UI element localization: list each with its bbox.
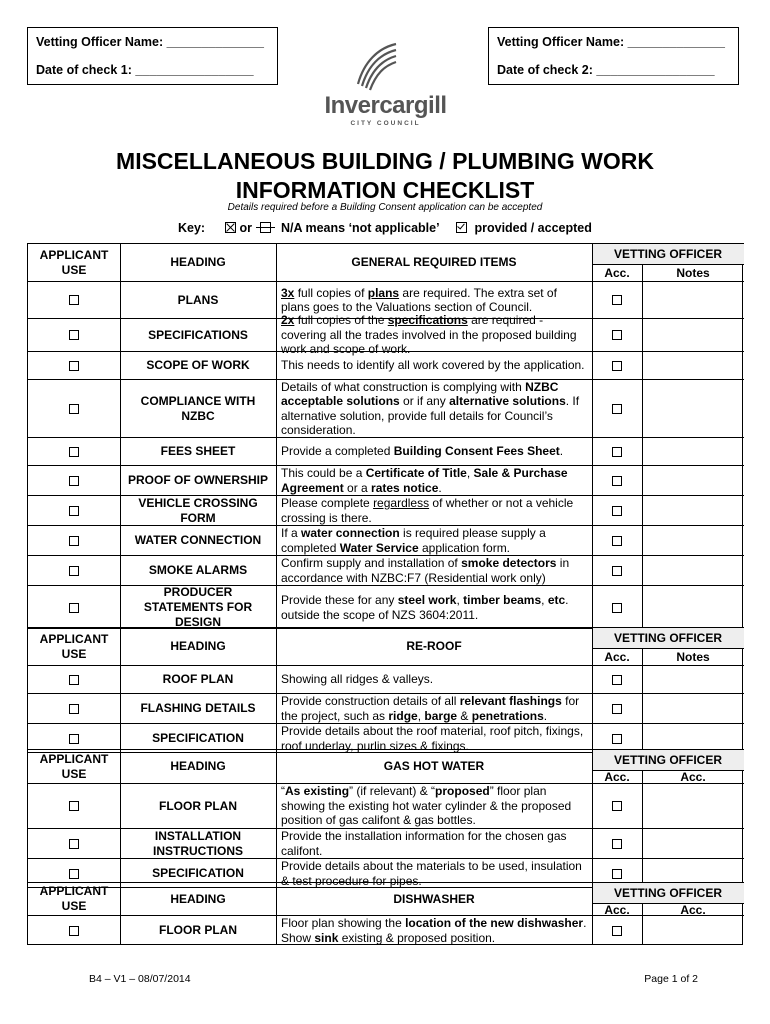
- acc-header: Acc.: [604, 902, 630, 917]
- heading-label: HEADING: [170, 759, 226, 773]
- row-requirement: [276, 380, 592, 437]
- applicant-use-header: [28, 628, 120, 665]
- row-heading: WATER CONNECTION: [134, 533, 262, 547]
- key-label: Key:: [178, 221, 206, 235]
- applicant-checkbox[interactable]: [69, 295, 79, 305]
- applicant-checkbox[interactable]: [69, 734, 79, 744]
- row-heading: COMPLIANCE WITH NZBC: [140, 393, 256, 423]
- applicant-checkbox[interactable]: [69, 506, 79, 516]
- footer-version: B4 – V1 – 08/07/2014: [89, 973, 191, 985]
- row-heading: SCOPE OF WORK: [146, 358, 250, 372]
- vetting-officer-header: VETTING OFFICER: [614, 886, 722, 900]
- applicant-checkbox-cell: [28, 586, 120, 629]
- row-heading: FEES SHEET: [160, 444, 236, 458]
- acc-checkbox[interactable]: [612, 869, 622, 879]
- section-header-row: [28, 627, 744, 665]
- page-title-line-1: MISCELLANEOUS BUILDING / PLUMBING WORK: [116, 148, 654, 174]
- applicant-checkbox[interactable]: [69, 926, 79, 936]
- applicant-checkbox-cell: [28, 380, 120, 437]
- applicant-checkbox-cell: [28, 694, 120, 723]
- applicant-checkbox[interactable]: [69, 566, 79, 576]
- section-title-text: GENERAL REQUIRED ITEMS: [351, 255, 517, 269]
- acc-checkbox[interactable]: [612, 447, 622, 457]
- checklist-section: [27, 243, 743, 629]
- vetting-officer-name-field-2[interactable]: Vetting Officer Name: ______________: [497, 35, 725, 49]
- row-requirement-text: This could be a Certificate of Title, Sale & Purchase Agreement or a rates notice.: [281, 466, 568, 495]
- row-heading: FLOOR PLAN: [159, 798, 237, 813]
- row-requirement-text: “As existing” (if relevant) & “proposed” floor plan showing the existing hot water cylinder & the proposed position of gas califont & gas bottles.: [281, 784, 572, 828]
- row-requirement: [276, 586, 592, 629]
- vetting-box-2: [488, 27, 739, 85]
- heading-label: HEADING: [170, 891, 226, 906]
- vetting-officer-header: VETTING OFFICER: [614, 631, 722, 645]
- key-or: or: [239, 221, 252, 235]
- applicant-use-header: [28, 750, 120, 783]
- row-requirement-text: This needs to identify all work covered by the application.: [281, 358, 585, 373]
- applicant-checkbox[interactable]: [69, 839, 79, 849]
- applicant-checkbox-cell: [28, 496, 120, 525]
- acc-checkbox-cell: [592, 694, 642, 723]
- row-heading: SPECIFICATION: [152, 731, 244, 745]
- applicant-checkbox[interactable]: [69, 361, 79, 371]
- acc-checkbox-cell: [592, 352, 642, 379]
- heading-header: [120, 628, 276, 665]
- acc-checkbox-cell: [592, 496, 642, 525]
- acc-checkbox[interactable]: [612, 404, 622, 414]
- applicant-checkbox-cell: [28, 438, 120, 465]
- applicant-checkbox-cell: [28, 666, 120, 693]
- row-heading: SMOKE ALARMS: [148, 563, 248, 577]
- applicant-checkbox-cell: [28, 319, 120, 351]
- logo-subtitle: CITY COUNCIL: [350, 120, 421, 127]
- acc-header: Acc.: [604, 770, 630, 784]
- notes-header: Notes: [676, 650, 710, 664]
- applicant-checkbox[interactable]: [69, 704, 79, 714]
- key-provided: [456, 221, 592, 235]
- row-requirement-text: Provide these for any steel work, timber beams, etc. outside the scope of NZS 3604:2011.: [281, 593, 569, 622]
- acc-checkbox-cell: [592, 666, 642, 693]
- crossed-box-icon: [225, 222, 236, 233]
- applicant-checkbox-cell: [28, 526, 120, 555]
- applicant-use-label: APPLICANT USE: [39, 884, 109, 913]
- applicant-checkbox-cell: [28, 784, 120, 828]
- checklist-row: [28, 585, 744, 629]
- page-title-line-2: INFORMATION CHECKLIST: [235, 177, 535, 203]
- row-requirement-text: Confirm supply and installation of smoke detectors in accordance with NZBC:F7 (Residential work only): [281, 556, 570, 585]
- applicant-checkbox-cell: [28, 466, 120, 495]
- row-heading: PRODUCER STATEMENTS FOR DESIGN: [143, 585, 253, 629]
- row-heading: ROOF PLAN: [162, 672, 234, 686]
- row-requirement: [276, 829, 592, 858]
- applicant-checkbox[interactable]: [69, 675, 79, 685]
- checklist-row: [28, 437, 744, 465]
- dashed-box-icon: [260, 222, 271, 233]
- row-requirement-text: Provide details about the materials to be used, insulation & test procedure for pipes.: [281, 859, 582, 888]
- date-of-check-1-field[interactable]: Date of check 1: _________________: [36, 63, 254, 77]
- vetting-officer-header: VETTING OFFICER: [614, 753, 722, 767]
- acc-checkbox-cell: [592, 282, 642, 318]
- applicant-checkbox[interactable]: [69, 536, 79, 546]
- acc-checkbox[interactable]: [612, 361, 622, 371]
- applicant-checkbox-cell: [28, 916, 120, 945]
- date-of-check-2-field[interactable]: Date of check 2: _________________: [497, 63, 715, 77]
- heading-label: HEADING: [170, 255, 226, 269]
- applicant-checkbox[interactable]: [69, 330, 79, 340]
- applicant-checkbox-cell: [28, 352, 120, 379]
- applicant-use-label: APPLICANT USE: [39, 631, 109, 661]
- row-heading: SPECIFICATION: [152, 866, 244, 880]
- section-header-row: [28, 882, 744, 915]
- notes-header: Acc.: [680, 770, 706, 784]
- checklist-row: [28, 379, 744, 437]
- checklist-row: [28, 665, 744, 693]
- row-requirement: [276, 556, 592, 585]
- acc-checkbox-cell: [592, 586, 642, 629]
- section-title: [276, 750, 592, 783]
- acc-checkbox[interactable]: [612, 704, 622, 714]
- section-title-text: DISHWASHER: [393, 891, 475, 906]
- page-subtitle: Details required before a Building Consent application can be accepted: [227, 202, 543, 213]
- acc-checkbox-cell: [592, 556, 642, 585]
- applicant-use-label: APPLICANT USE: [39, 247, 109, 277]
- applicant-checkbox-cell: [28, 829, 120, 858]
- row-heading: FLASHING DETAILS: [140, 701, 256, 715]
- acc-checkbox[interactable]: [612, 839, 622, 849]
- acc-checkbox[interactable]: [612, 926, 622, 936]
- acc-checkbox-cell: [592, 380, 642, 437]
- logo-name: Invercargill: [324, 92, 447, 119]
- section-title: [276, 244, 592, 281]
- row-requirement-text: 3x full copies of plans are required. The extra set of plans goes to the Valuations section of Council.: [281, 285, 557, 314]
- row-requirement: [276, 438, 592, 465]
- footer-page-number: Page 1 of 2: [644, 973, 698, 985]
- checklist-row: [28, 495, 744, 525]
- acc-checkbox[interactable]: [612, 295, 622, 305]
- acc-checkbox[interactable]: [612, 603, 622, 613]
- checklist-row: [28, 783, 744, 828]
- checklist-row: [28, 465, 744, 495]
- applicant-checkbox[interactable]: [69, 603, 79, 613]
- key-not-applicable: [225, 221, 440, 235]
- row-requirement: [276, 526, 592, 555]
- row-heading: SPECIFICATIONS: [148, 327, 248, 342]
- applicant-checkbox[interactable]: [69, 476, 79, 486]
- checklist-row: [28, 915, 744, 945]
- row-requirement-text: Showing all ridges & valleys.: [281, 672, 434, 687]
- row-requirement: [276, 694, 592, 723]
- row-requirement: [276, 352, 592, 379]
- applicant-use-header: [28, 883, 120, 915]
- applicant-checkbox[interactable]: [69, 447, 79, 457]
- acc-checkbox-cell: [592, 438, 642, 465]
- vetting-officer-header: VETTING OFFICER: [614, 247, 722, 261]
- acc-checkbox-cell: [592, 829, 642, 858]
- section-title: [276, 628, 592, 665]
- acc-checkbox-cell: [592, 319, 642, 351]
- applicant-use-header: [28, 244, 120, 281]
- applicant-checkbox-cell: [28, 282, 120, 318]
- acc-header: Acc.: [604, 266, 630, 280]
- acc-checkbox-cell: [592, 784, 642, 828]
- checklist-row: [28, 828, 744, 858]
- row-requirement: [276, 784, 592, 828]
- row-requirement-text: Provide details about the roof material, roof pitch, fixings, roof underlay, purlin sizes & fixings.: [281, 724, 584, 753]
- council-logo: [318, 40, 453, 136]
- row-requirement-text: 2x full copies of the specifications are required - covering all the trades involved in the proposed building work and scope of work.: [281, 313, 577, 357]
- heading-label: HEADING: [170, 639, 226, 653]
- section-header-row: [28, 749, 744, 783]
- heading-header: [120, 883, 276, 915]
- row-requirement: [276, 916, 592, 945]
- council-logo-mark: [350, 40, 402, 92]
- row-requirement-text: Details of what construction is complying with NZBC acceptable solutions or if any alternative solutions. If alternative solution, provide full details for Council’s consideration.: [281, 379, 580, 437]
- acc-header: Acc.: [604, 650, 630, 664]
- acc-checkbox-cell: [592, 526, 642, 555]
- checklist-row: [28, 693, 744, 723]
- checklist-section: [27, 882, 743, 945]
- heading-header: [120, 244, 276, 281]
- section-header-row: [28, 243, 744, 281]
- key-provided-text: provided / accepted: [474, 221, 592, 235]
- row-requirement: [276, 666, 592, 693]
- row-heading: INSTALLATION INSTRUCTIONS: [153, 828, 243, 858]
- row-heading: FLOOR PLAN: [159, 923, 237, 937]
- row-requirement-text: Floor plan showing the location of the new dishwasher. Show sink existing & proposed position.: [281, 916, 587, 945]
- checklist-row: [28, 313, 744, 357]
- notes-header: Notes: [676, 266, 710, 280]
- vetting-officer-name-field-1[interactable]: Vetting Officer Name: ______________: [36, 35, 264, 49]
- heading-header: [120, 750, 276, 783]
- row-heading: PROOF OF OWNERSHIP: [127, 473, 268, 487]
- row-heading: PLANS: [177, 292, 219, 307]
- row-requirement: [276, 496, 592, 525]
- acc-checkbox[interactable]: [612, 566, 622, 576]
- checklist-row: [28, 555, 744, 585]
- checklist-row: [28, 525, 744, 555]
- section-title-text: GAS HOT WATER: [383, 759, 485, 773]
- row-requirement-text: Please complete regardless of whether or not a vehicle crossing is there.: [281, 496, 574, 525]
- row-requirement-text: Provide the installation information for the chosen gas califont.: [281, 829, 567, 858]
- acc-checkbox[interactable]: [612, 536, 622, 546]
- vetting-box-1: [27, 27, 278, 85]
- acc-checkbox-cell: [592, 466, 642, 495]
- checklist-row: [28, 351, 744, 379]
- acc-checkbox[interactable]: [612, 476, 622, 486]
- notes-header: Acc.: [680, 902, 706, 917]
- applicant-checkbox[interactable]: [69, 404, 79, 414]
- row-requirement-text: If a water connection is required please supply a completed Water Service application form.: [281, 526, 546, 555]
- checklist-section: [27, 749, 743, 888]
- applicant-use-label: APPLICANT USE: [39, 751, 109, 781]
- acc-checkbox[interactable]: [612, 330, 622, 340]
- ticked-box-icon: [456, 222, 467, 233]
- row-requirement: [276, 313, 592, 357]
- row-requirement-text: Provide a completed Building Consent Fees Sheet.: [281, 444, 564, 459]
- row-heading: VEHICLE CROSSING FORM: [138, 495, 258, 525]
- key-na-text: N/A means ‘not applicable’: [280, 221, 440, 235]
- acc-checkbox[interactable]: [612, 675, 622, 685]
- row-requirement-text: Provide construction details of all relevant flashings for the project, such as ridge, barge & penetrations.: [281, 694, 580, 723]
- section-title-text: RE-ROOF: [406, 639, 462, 653]
- row-requirement: [276, 466, 592, 495]
- applicant-checkbox[interactable]: [69, 801, 79, 811]
- acc-checkbox-cell: [592, 916, 642, 945]
- acc-checkbox[interactable]: [612, 506, 622, 516]
- acc-checkbox[interactable]: [612, 801, 622, 811]
- checklist-section: [27, 627, 743, 753]
- section-title: [276, 883, 592, 915]
- acc-checkbox[interactable]: [612, 734, 622, 744]
- applicant-checkbox[interactable]: [69, 869, 79, 879]
- applicant-checkbox-cell: [28, 556, 120, 585]
